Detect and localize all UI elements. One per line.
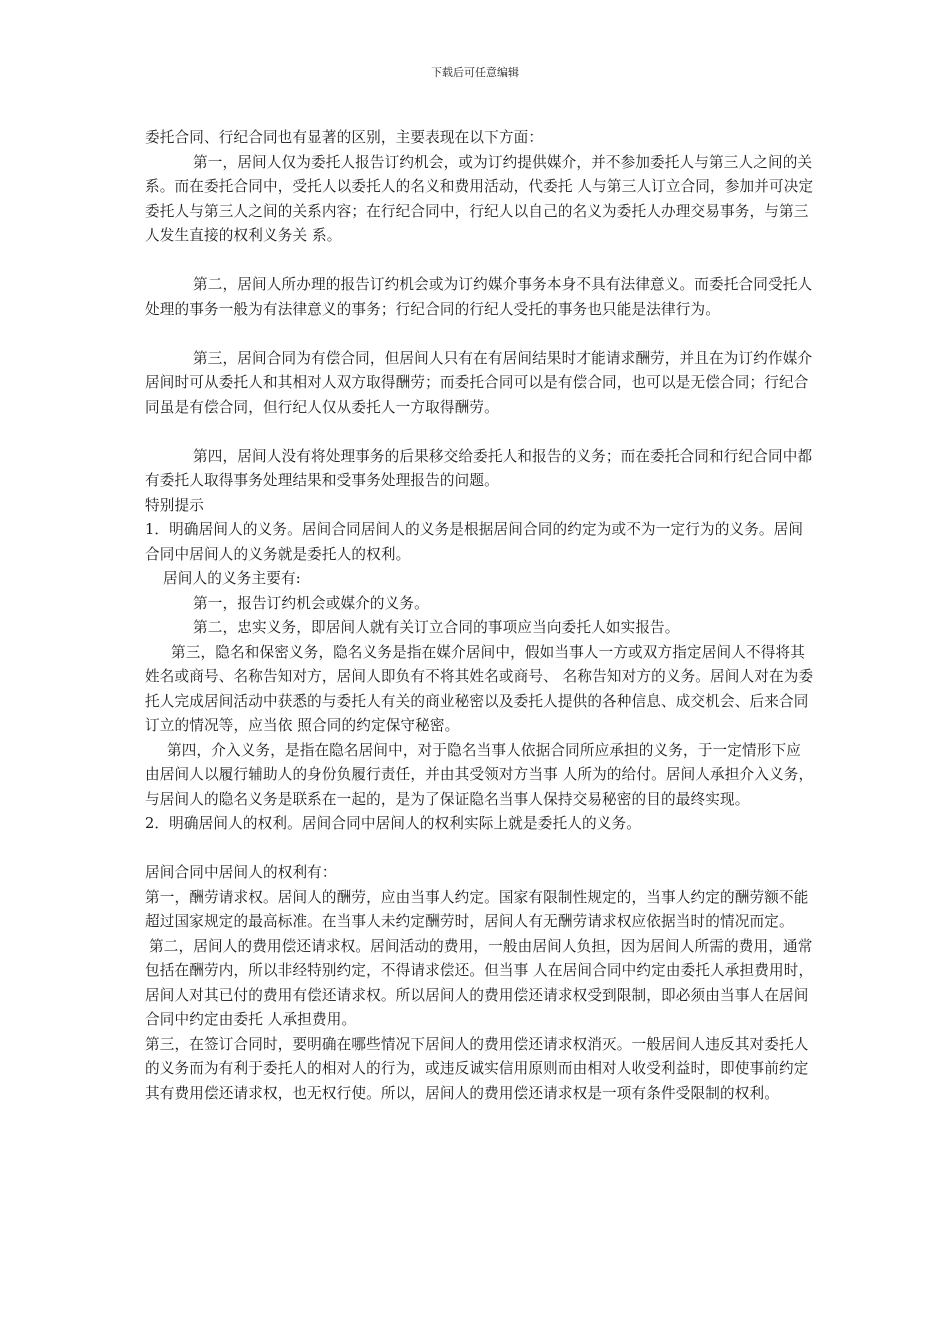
blank-line xyxy=(145,837,815,862)
section-heading-special-tips: 特别提示 xyxy=(145,496,204,514)
paragraph-duties-intro: 1．明确居间人的义务。居间合同居间人的义务是根据居间合同的约定为或不为一定行为的义务。居间合同中居间人的义务就是委托人的权利。 xyxy=(145,521,804,563)
paragraph-duties-heading: 居间人的义务主要有: xyxy=(163,570,301,587)
paragraph-intro: 委托合同、行纪合同也有显著的区别，主要表现在以下方面： xyxy=(145,129,544,146)
paragraph-right-1: 第一，酬劳请求权。居间人的酬劳，应由当事人约定。国家有限制性规定的，当事人约定的酬劳额不能超过国家规定的最高标准。在当事人未约定酬劳时，居间人有无酬劳请求权应依据当时的情况而定。 xyxy=(145,888,809,930)
paragraph-difference-4: 第四，居间人没有将处理事务的后果移交给委托人和报告的义务；而在委托合同和行纪合同中都有委托人取得事务处理结果和受事务处理报告的问题。 xyxy=(145,447,813,489)
blank-line xyxy=(145,322,815,347)
paragraph-duty-1: 第一，报告订约机会或媒介的义务。 xyxy=(193,594,429,612)
paragraph-duty-3: 第三，隐名和保密义务，隐名义务是指在媒介居间中，假如当事人一方或双方指定居间人不得将其姓名或商号、名称告知对方，居间人即负有不将其姓名或商号、 名称告知对方的义务。居间人对在为委托人完成居间活动中获悉的与委托人有关的商业秘密以及委托人提供的各种信息、成交机会、后来合同订立的情况等，应当依 照合同的约定保守秘密。 xyxy=(145,643,814,734)
paragraph-right-3: 第三，在签订合同时，要明确在哪些情况下居间人的费用偿还请求权消灭。一般居间人违反其对委托人的义务而为有利于委托人的相对人的行为，或违反诚实信用原则而由相对人收受利益时，即使事前约定其有费用偿还请求权，也无权行使。所以，居间人的费用偿还请求权是一项有条件受限制的权利。 xyxy=(145,1035,809,1102)
blank-line xyxy=(145,249,815,274)
page-header: 下载后可任意编辑 xyxy=(431,66,519,79)
paragraph-rights-heading: 居间合同中居间人的权利有： xyxy=(145,864,337,881)
blank-line xyxy=(145,420,815,445)
paragraph-duty-2: 第二，忠实义务，即居间人就有关订立合同的事项应当向委托人如实报告。 xyxy=(193,619,680,636)
paragraph-difference-2: 第二，居间人所办理的报告订约机会或为订约媒介事务本身不具有法律意义。而委托合同受托人处理的事务一般为有法律意义的事务；行纪合同的行纪人受托的事务也只能是法律行为。 xyxy=(145,276,813,318)
paragraph-duty-4: 第四，介入义务，是指在隐名居间中，对于隐名当事人依据合同所应承担的义务，于一定情形下应由居间人以履行辅助人的身份负履行责任，并由其受领对方当事 人所为的给付。居间人承担介入义务，与居间人的隐名义务是联系在一起的，是为了保证隐名当事人保持交易秘密的目的最终实现。 xyxy=(145,741,814,808)
paragraph-difference-1: 第一，居间人仅为委托人报告订约机会，或为订约提供媒介，并不参加委托人与第三人之间的关系。而在委托合同中，受托人以委托人的名义和费用活动，代委托 人与第三人订立合同，参加并可决定委托人与第三人之间的关系内容；在行纪合同中，行纪人以自己的名义为委托人办理交易事务，与第三人发生直接的权利义务关 系。 xyxy=(145,153,814,244)
paragraph-rights-intro: 2．明确居间人的权利。居间合同中居间人的权利实际上就是委托人的义务。 xyxy=(145,815,641,832)
paragraph-right-2: 第二，居间人的费用偿还请求权。居间活动的费用，一般由居间人负担，因为居间人所需的费用，通常包括在酬劳内，所以非经特别约定，不得请求偿还。但当事 人在居间合同中约定由委托人承担费用时，居间人对其已付的费用有偿还请求权。所以居间人的费用偿还请求权受到限制，即必须由当事人在居间合同中约定由委托 人承担费用。 xyxy=(145,937,814,1028)
paragraph-difference-3: 第三，居间合同为有偿合同，但居间人只有在有居间结果时才能请求酬劳，并且在为订约作媒介居间时可从委托人和其相对人双方取得酬劳；而委托合同可以是有偿合同，也可以是无偿合同；行纪合同虽是有偿合同，但行纪人仅从委托人一方取得酬劳。 xyxy=(145,349,813,416)
document-body xyxy=(145,126,815,1106)
